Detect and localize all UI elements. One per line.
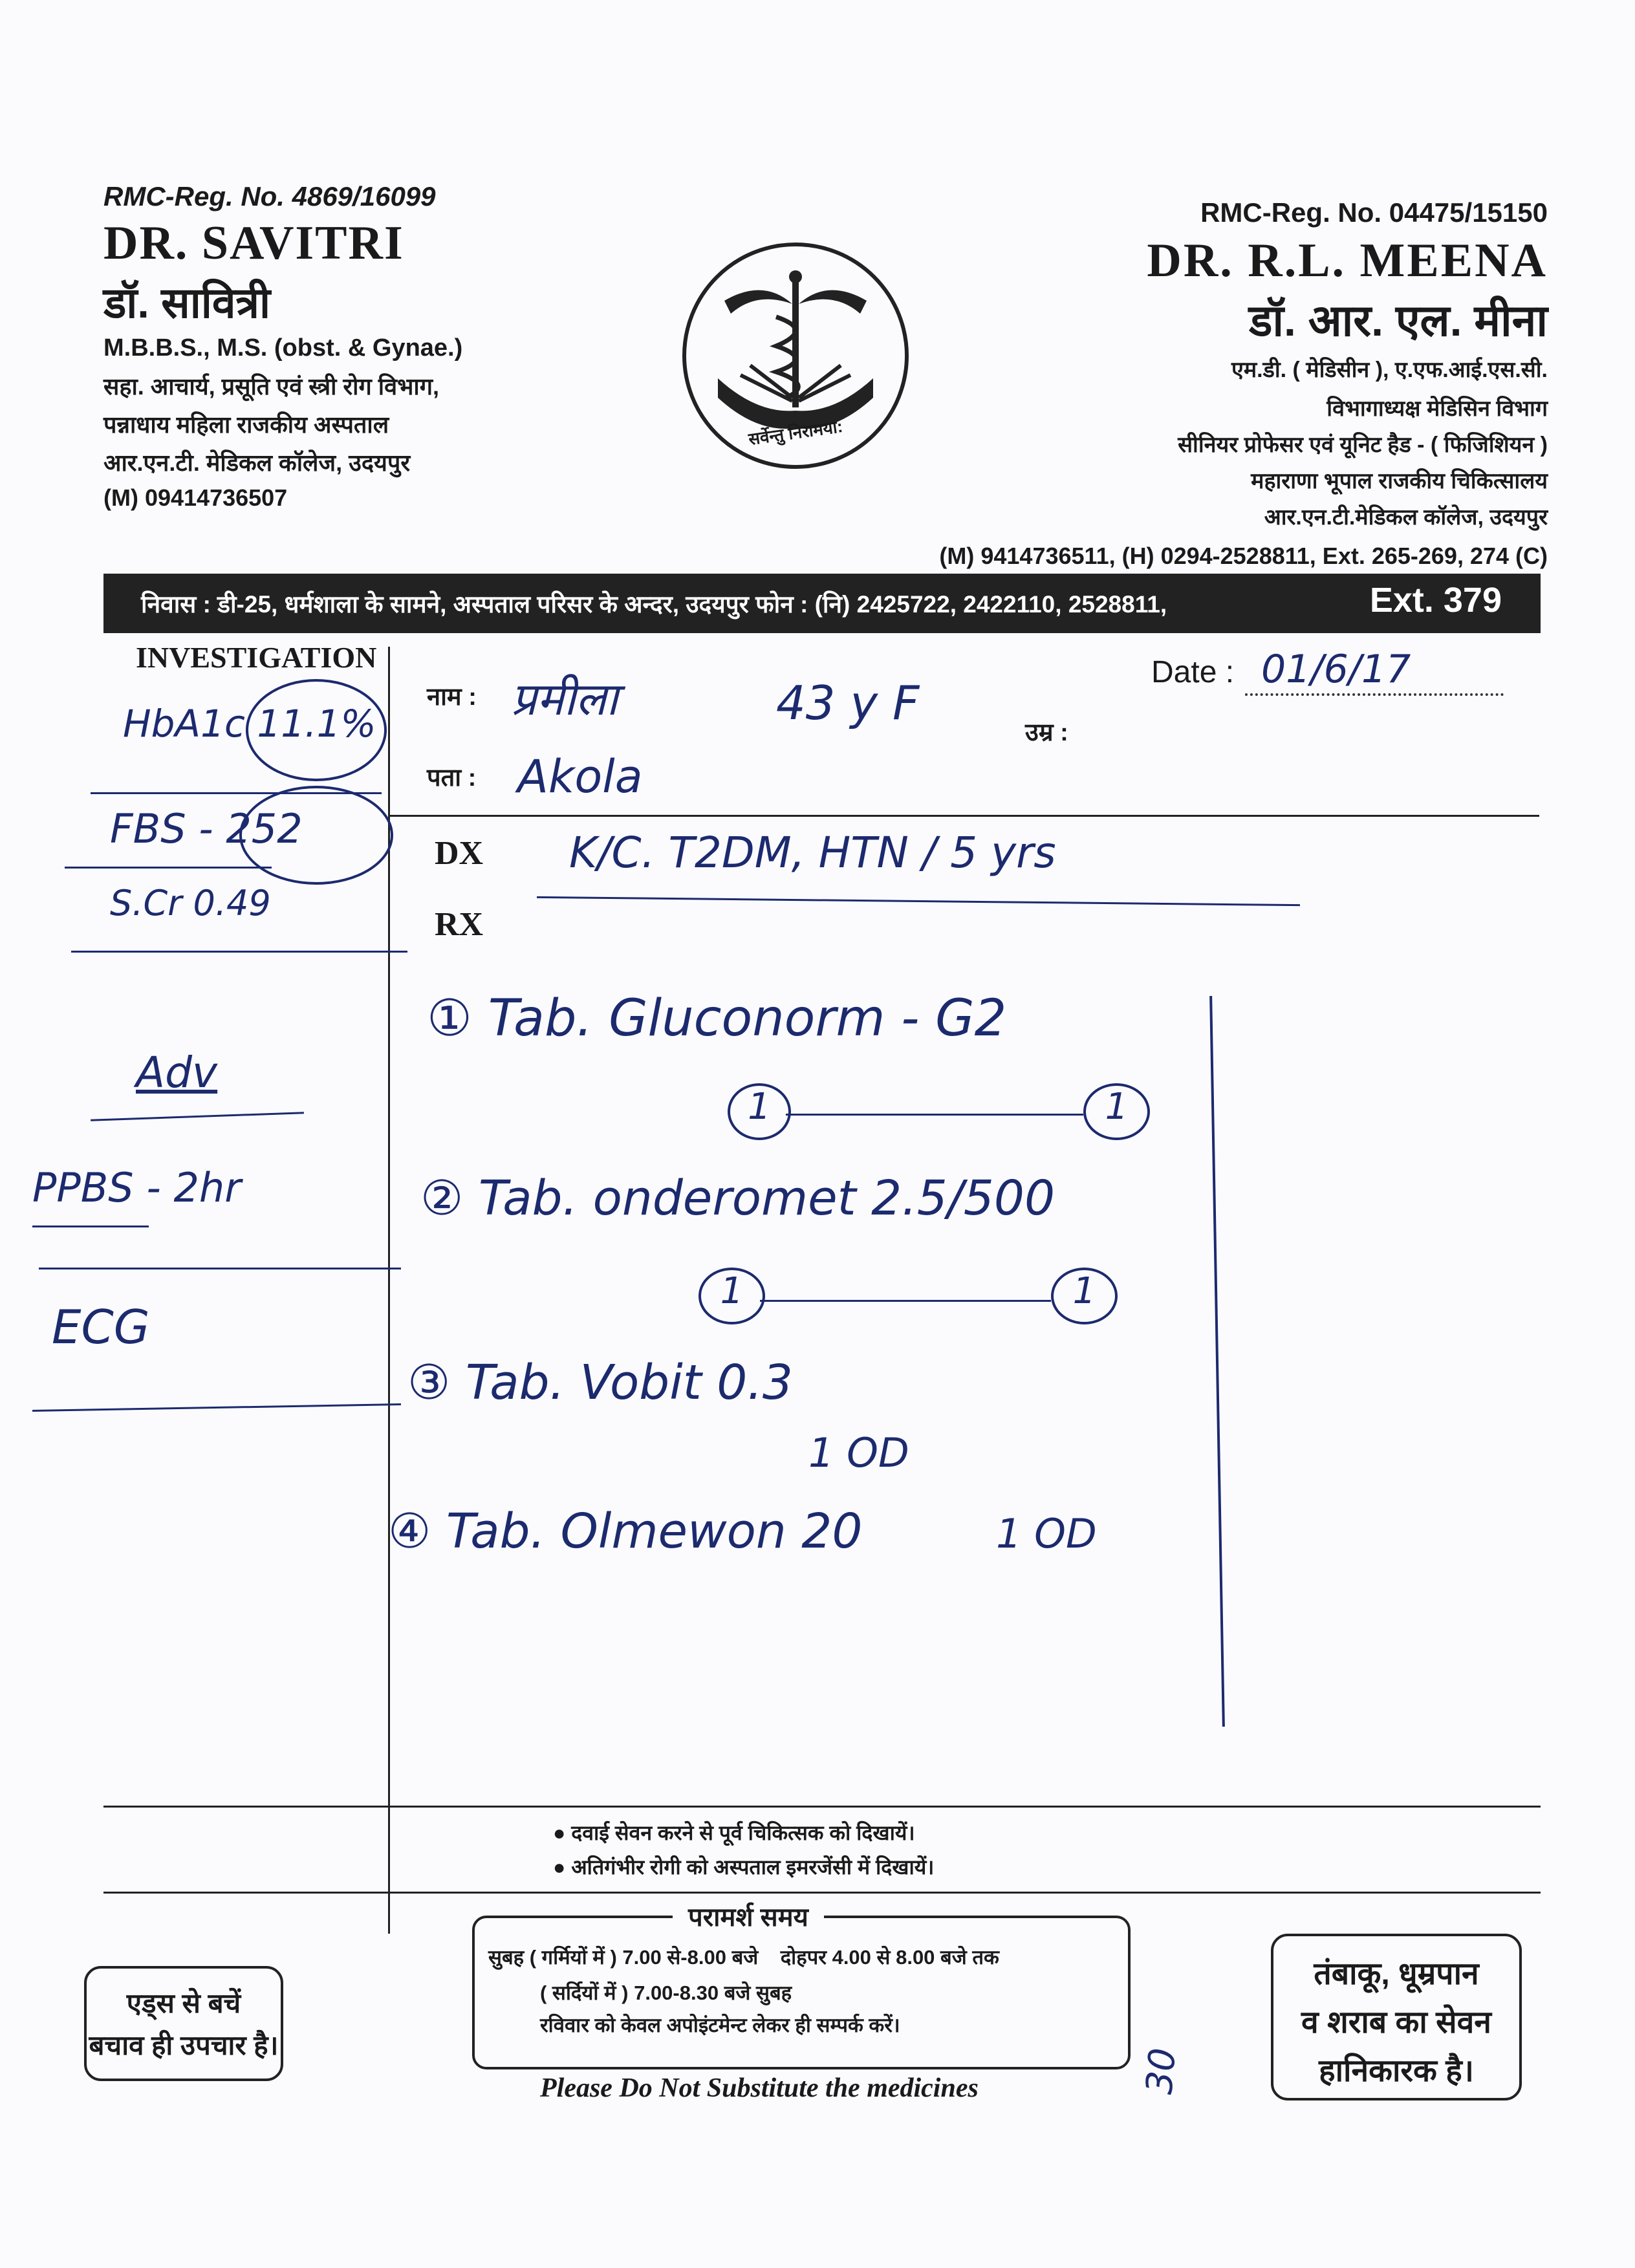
right-doctor-line1: विभागाध्यक्ष मेडिसिन विभाग [1326,396,1548,421]
left-doctor-name-en: DR. SAVITRI [103,217,404,270]
right-doctor-qualification: एम.डी. ( मेडिसीन ), ए.एफ.आई.एस.सी. [1231,358,1548,382]
age-label: उम्र : [1025,719,1068,746]
address-ext: Ext. 379 [1369,581,1502,620]
address-text: निवास : डी-25, धर्मशाला के सामने, अस्पताल परिसर के अन्दर, उदयपुर फोन : (नि) 2425722, 2422110, 2528811, [141,591,1167,618]
left-doctor-block [103,181,462,512]
right-doctor-line3: महाराणा भूपाल राजकीय चिकित्सालय [1251,469,1548,493]
left-doctor-qualification: M.B.B.S., M.S. (obst. & Gynae.) [103,334,463,362]
consult-title: परामर्श समय [673,1898,824,1934]
tobacco-line3: हानिकारक है। [1319,2054,1474,2088]
rx-item-4-dose: 1 OD [996,1510,1097,1557]
notes-top-line [103,1806,1541,1808]
aids-line2: बचाव ही उपचार है। [89,2030,279,2060]
header-separator-line [388,815,1539,817]
date-dotted-line [1245,693,1504,696]
diagnosis: K/C. T2DM, HTN / 5 yrs [569,828,1056,878]
address-band [103,574,1541,633]
rx-dose-2-left: 1 [698,1268,765,1324]
ppbs-underline [32,1226,149,1227]
consult-line1: सुबह ( गर्मियों में ) 7.00 से-8.00 बजे दोहपर 4.00 से 8.00 बजे तक [488,1946,999,1969]
aids-line1: एड्स से बचें [126,1988,241,2018]
logo-motto: सर्वेन्तु निरामया: [747,416,844,449]
patient-address: Akola [517,750,643,803]
right-doctor-name-en: DR. R.L. MEENA [1147,234,1548,287]
investigation-ecg: ECG [52,1300,150,1354]
visit-date: 01/6/17 [1261,647,1411,692]
medical-logo [679,239,912,472]
bullet-icon: ● [553,1821,572,1844]
left-doctor-line1: सहा. आचार्य, प्रसूति एवं स्त्री रोग विभाग, [103,373,439,400]
hba1c-circle [246,679,387,781]
consult-line2: ( सर्दियों में ) 7.00-8.30 बजे सुबह [540,1982,792,2004]
investigation-divider-3 [71,951,407,953]
rx-item-3-dose: 1 OD [808,1429,909,1476]
rx-item-1: ① Tab. Gluconorm - G2 [427,989,1007,1048]
consult-line3: रविवार को केवल अपोइंटमेन्ट लेकर ही सम्पर्क करें। [540,2014,900,2036]
advice-underline [91,1112,304,1121]
date-label: Date : [1151,655,1235,689]
left-doctor-mobile: (M) 09414736507 [103,484,288,511]
investigation-label: INVESTIGATION [136,641,377,674]
notes-bottom-line [103,1892,1541,1894]
rx-dose-1-right: 1 [1083,1083,1150,1140]
tobacco-warning-box [1271,1934,1522,2101]
rx-item-2: ② Tab. onderomet 2.5/500 [420,1171,1056,1226]
rx-dose-2-right: 1 [1051,1268,1118,1324]
rx-side-bracket-line [1209,996,1225,1727]
dx-label: DX [435,835,484,872]
name-label: नाम : [427,684,477,711]
rx-dose-1-line [786,1114,1083,1116]
footer-note: Please Do Not Substitute the medicines [540,2073,979,2103]
rx-item-3: ③ Tab. Vobit 0.3 [407,1355,793,1410]
patient-name: प्रमीला [511,673,618,726]
note-bullet-2 [553,1853,934,1881]
rx-dose-2-line [760,1300,1051,1302]
margin-note: 30 [1138,2046,1185,2096]
investigation-ppbs: PPBS - 2hr [32,1164,241,1211]
bullet-icon: ● [553,1855,572,1879]
investigation-advice: Adv [136,1048,218,1097]
tobacco-line2: व शराब का सेवन [1301,2005,1491,2040]
fbs-circle [239,786,393,885]
investigation-divider-5 [32,1403,401,1412]
left-doctor-line3: आर.एन.टी. मेडिकल कॉलेज, उदयपुर [103,449,411,476]
investigation-scr: S.Cr 0.49 [110,883,271,923]
right-doctor-phones: (M) 9414736511, (H) 0294-2528811, Ext. 265-269, 274 (C) [939,543,1548,569]
right-doctor-line2: सीनियर प्रोफेसर एवं यूनिट हैड - ( फिजिशियन ) [1178,433,1548,457]
rx-label: RX [435,906,484,943]
patient-age-sex: 43 y F [776,676,920,730]
investigation-divider-4 [39,1268,401,1269]
right-doctor-line4: आर.एन.टी.मेडिकल कॉलेज, उदयपुर [1264,505,1548,530]
investigation-hba1c: HbA1c 11.1% [123,702,376,746]
note-bullet-1-text: दवाई सेवन करने से पूर्व चिकित्सक को दिखायें। [571,1821,915,1844]
tobacco-line1: तंबाकू, धूम्रपान [1314,1957,1479,1991]
rx-item-4: ④ Tab. Olmewon 20 [388,1504,863,1559]
investigation-divider-2 [65,867,272,869]
aids-awareness-box [84,1966,283,2081]
address-label: पता : [427,764,477,792]
left-doctor-line2: पन्नाधाय महिला राजकीय अस्पताल [103,411,389,438]
left-doctor-name-hi: डॉ. सावित्री [103,279,271,327]
right-doctor-name-hi: डॉ. आर. एल. मीना [1249,296,1548,345]
diagnosis-underline [537,896,1300,906]
note-bullet-1 [553,1819,915,1846]
rx-dose-1-left: 1 [728,1083,791,1140]
left-reg-number: RMC-Reg. No. 4869/16099 [103,181,436,211]
investigation-fbs: FBS - 252 [110,805,303,852]
right-reg-number: RMC-Reg. No. 04475/15150 [1200,197,1548,228]
right-doctor-block [939,197,1548,570]
note-bullet-2-text: अतिगंभीर रोगी को अस्पताल इमरजेंसी में दिखायें। [571,1855,935,1879]
